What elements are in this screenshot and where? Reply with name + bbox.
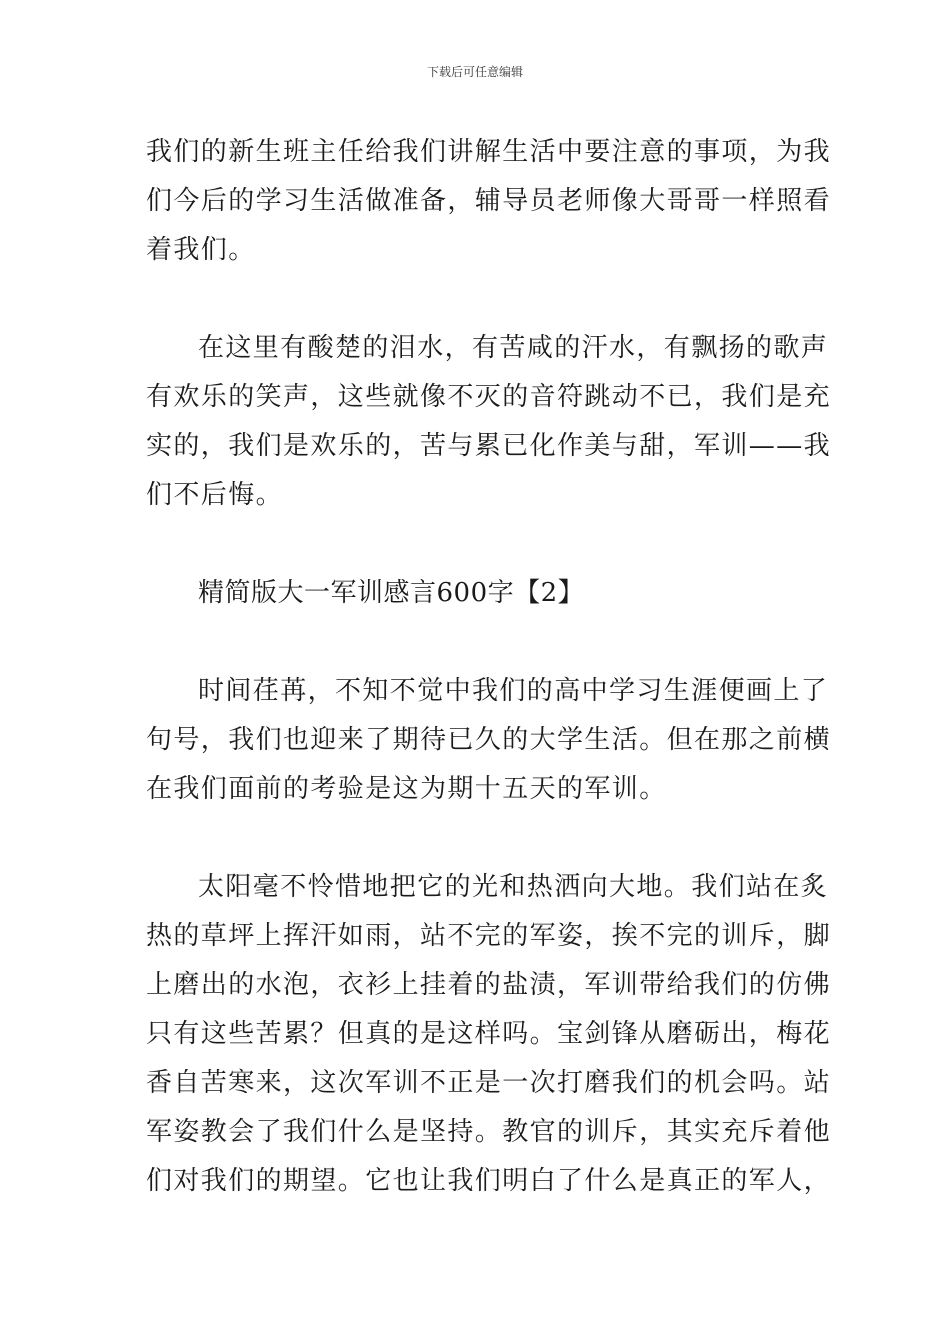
page-header-note: 下载后可任意编辑 xyxy=(426,65,523,79)
paragraph-line: 在我们面前的考验是这为期十五天的军训。 xyxy=(146,774,667,804)
paragraph-line: 热的草坪上挥汗如雨，站不完的军姿，挨不完的训斥，脚 xyxy=(146,921,832,951)
paragraph-line: 有欢乐的笑声，这些就像不灭的音符跳动不已，我们是充 xyxy=(146,382,832,412)
paragraph-gap xyxy=(146,275,808,324)
paragraph xyxy=(146,324,832,520)
paragraph-gap xyxy=(146,814,808,863)
paragraph xyxy=(146,667,832,814)
section-heading xyxy=(146,569,808,618)
paragraph-line: 在这里有酸楚的泪水，有苦咸的汗水，有飘扬的歌声 xyxy=(198,333,829,363)
paragraph xyxy=(146,128,832,275)
paragraph-line: 时间荏苒，不知不觉中我们的高中学习生涯便画上了 xyxy=(198,676,829,706)
paragraph-line: 上磨出的水泡，衣衫上挂着的盐渍，军训带给我们的仿佛 xyxy=(146,970,832,1000)
document-body xyxy=(146,128,832,1206)
paragraph-line: 句号，我们也迎来了期待已久的大学生活。但在那之前横 xyxy=(146,725,832,755)
paragraph-gap xyxy=(146,618,808,667)
paragraph-line: 着我们。 xyxy=(146,235,256,265)
paragraph-line: 实的，我们是欢乐的，苦与累已化作美与甜，军训——我 xyxy=(146,431,832,461)
paragraph-line: 军姿教会了我们什么是坚持。教官的训斥，其实充斥着他 xyxy=(146,1117,832,1147)
paragraph-line: 们今后的学习生活做准备，辅导员老师像大哥哥一样照看 xyxy=(146,186,832,216)
paragraph-line: 们不后悔。 xyxy=(146,480,284,510)
section-heading-text: 精简版大一军训感言600字【2】 xyxy=(198,578,585,608)
paragraph-line: 只有这些苦累？但真的是这样吗。宝剑锋从磨砺出，梅花 xyxy=(146,1019,832,1049)
paragraph-line: 我们的新生班主任给我们讲解生活中要注意的事项，为我 xyxy=(146,137,832,167)
paragraph-gap xyxy=(146,520,808,569)
paragraph xyxy=(146,863,832,1206)
paragraph-line: 太阳毫不怜惜地把它的光和热洒向大地。我们站在炙 xyxy=(198,872,829,902)
paragraph-line: 香自苦寒来，这次军训不正是一次打磨我们的机会吗。站 xyxy=(146,1068,832,1098)
paragraph-line: 们对我们的期望。它也让我们明白了什么是真正的军人， xyxy=(146,1166,832,1196)
